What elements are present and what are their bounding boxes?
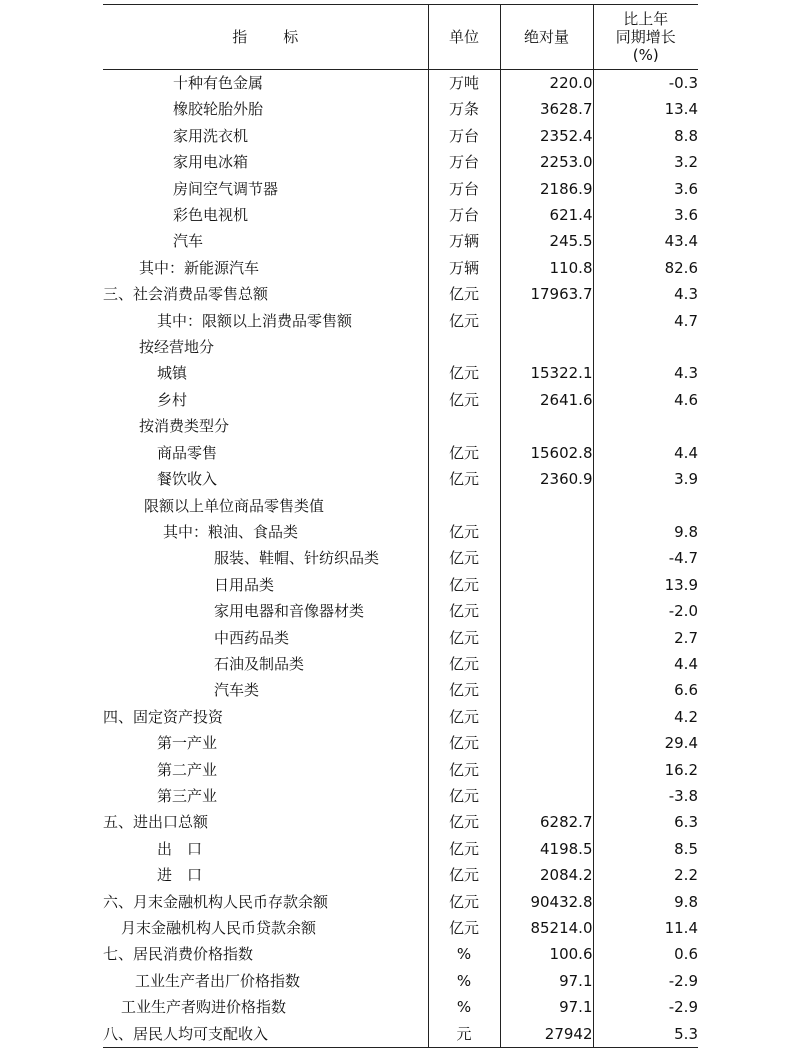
header-growth-line-1: 比上年 [623, 10, 669, 28]
unit-cell [428, 493, 500, 519]
unit-cell: 亿元 [428, 889, 500, 915]
growth-cell: 2.7 [593, 625, 698, 651]
header-growth-line-2: 同期增长 [615, 28, 676, 46]
absolute-value-cell: 245.5 [500, 228, 593, 254]
growth-cell: -2.9 [593, 968, 698, 994]
table-row [103, 413, 698, 439]
unit-cell: 亿元 [428, 704, 500, 730]
indicator-cell: 房间空气调节器 [173, 179, 279, 198]
unit-cell: 亿元 [428, 809, 500, 835]
growth-cell: 8.8 [593, 123, 698, 149]
absolute-value-cell [500, 704, 593, 730]
absolute-value-cell: 15602.8 [500, 440, 593, 466]
indicator-cell: 服装、鞋帽、针纺织品类 [214, 549, 380, 568]
indicator-cell: 家用电冰箱 [173, 153, 249, 172]
indicator-cell: 十种有色金属 [173, 74, 264, 92]
growth-cell: 4.7 [593, 308, 698, 334]
absolute-value-cell [500, 783, 593, 809]
indicator-cell: 城镇 [157, 364, 188, 383]
table-row [103, 994, 698, 1020]
unit-cell: 万台 [428, 176, 500, 202]
indicator-cell: 其中：粮油、食品类 [163, 522, 299, 541]
unit-cell: 亿元 [428, 757, 500, 783]
unit-cell: 亿元 [428, 651, 500, 677]
absolute-value-cell: 4198.5 [500, 836, 593, 862]
absolute-value-cell [500, 493, 593, 519]
absolute-value-cell [500, 308, 593, 334]
table-row [103, 281, 698, 307]
unit-cell: 万台 [428, 202, 500, 228]
absolute-value-cell: 90432.8 [500, 889, 593, 915]
indicator-cell: 日用品类 [214, 575, 275, 594]
absolute-value-cell: 2186.9 [500, 176, 593, 202]
table-row [103, 308, 698, 334]
growth-cell: 9.8 [593, 519, 698, 545]
table-row [103, 625, 698, 651]
table-row [103, 202, 698, 228]
indicator-cell: 汽车 [173, 232, 204, 251]
table-row [103, 915, 698, 941]
absolute-value-cell: 15322.1 [500, 360, 593, 386]
table-row [103, 493, 698, 519]
header-indicator-char-2: 标 [283, 27, 299, 46]
table-row [103, 968, 698, 994]
growth-cell: -4.7 [593, 545, 698, 571]
table-row [103, 836, 698, 862]
growth-cell: 4.4 [593, 651, 698, 677]
table-row [103, 70, 698, 97]
table-row [103, 1021, 698, 1048]
indicator-cell: 工业生产者出厂价格指数 [135, 971, 301, 990]
absolute-value-cell [500, 572, 593, 598]
growth-cell: 4.3 [593, 360, 698, 386]
absolute-value-cell [500, 545, 593, 571]
indicator-cell: 其中：新能源汽车 [139, 258, 260, 277]
unit-cell: 亿元 [428, 440, 500, 466]
table-row [103, 862, 698, 888]
indicator-cell: 五、进出口总额 [103, 813, 209, 832]
growth-cell: 3.2 [593, 149, 698, 175]
header-growth-line-3: (%) [632, 46, 659, 64]
absolute-value-cell: 220.0 [500, 70, 593, 97]
unit-cell: 万条 [428, 96, 500, 122]
growth-cell: 0.6 [593, 941, 698, 967]
indicator-cell: 限额以上单位商品零售类值 [144, 496, 325, 515]
indicator-cell: 家用洗衣机 [173, 126, 249, 145]
growth-cell: -0.3 [593, 70, 698, 97]
absolute-value-cell [500, 625, 593, 651]
absolute-value-cell [500, 757, 593, 783]
unit-cell: 万台 [428, 149, 500, 175]
table-row [103, 598, 698, 624]
unit-cell: 亿元 [428, 836, 500, 862]
growth-cell: 16.2 [593, 757, 698, 783]
table-row [103, 889, 698, 915]
table-row [103, 255, 698, 281]
absolute-value-cell: 85214.0 [500, 915, 593, 941]
unit-cell: 亿元 [428, 281, 500, 307]
statistics-table [103, 4, 698, 1048]
growth-cell: 13.9 [593, 572, 698, 598]
table-row [103, 440, 698, 466]
growth-cell: 43.4 [593, 228, 698, 254]
absolute-value-cell [500, 651, 593, 677]
indicator-cell: 餐饮收入 [157, 470, 218, 489]
absolute-value-cell: 621.4 [500, 202, 593, 228]
unit-cell: 万辆 [428, 255, 500, 281]
growth-cell: 4.3 [593, 281, 698, 307]
growth-cell: 2.2 [593, 862, 698, 888]
header-indicator [103, 5, 428, 70]
growth-cell: -2.0 [593, 598, 698, 624]
unit-cell: % [428, 968, 500, 994]
table-body [103, 70, 698, 1048]
growth-cell: 4.4 [593, 440, 698, 466]
indicator-cell: 工业生产者购进价格指数 [121, 998, 287, 1017]
growth-cell: -3.8 [593, 783, 698, 809]
table-row [103, 809, 698, 835]
indicator-cell: 橡胶轮胎外胎 [173, 100, 264, 119]
unit-cell: % [428, 941, 500, 967]
indicator-cell: 中西药品类 [214, 628, 290, 647]
unit-cell: 亿元 [428, 915, 500, 941]
table-row [103, 149, 698, 175]
header-absolute: 绝对量 [500, 5, 593, 70]
unit-cell: 万吨 [428, 70, 500, 97]
unit-cell: 万辆 [428, 228, 500, 254]
table-row [103, 651, 698, 677]
indicator-cell: 四、固定资产投资 [103, 707, 224, 726]
growth-cell: 82.6 [593, 255, 698, 281]
absolute-value-cell: 2352.4 [500, 123, 593, 149]
absolute-value-cell [500, 334, 593, 360]
absolute-value-cell: 110.8 [500, 255, 593, 281]
unit-cell: 亿元 [428, 466, 500, 492]
table-row [103, 730, 698, 756]
indicator-cell: 六、月末金融机构人民币存款余额 [103, 892, 329, 911]
table-row [103, 572, 698, 598]
growth-cell: 9.8 [593, 889, 698, 915]
indicator-cell: 出 口 [157, 839, 203, 858]
unit-cell: 万台 [428, 123, 500, 149]
indicator-cell: 进 口 [157, 866, 203, 885]
absolute-value-cell [500, 519, 593, 545]
indicator-cell: 按经营地分 [139, 338, 215, 357]
indicator-cell: 商品零售 [157, 443, 218, 462]
unit-cell [428, 413, 500, 439]
table-row [103, 360, 698, 386]
table-row [103, 519, 698, 545]
growth-cell: -2.9 [593, 994, 698, 1020]
absolute-value-cell: 3628.7 [500, 96, 593, 122]
table-row [103, 941, 698, 967]
growth-cell: 6.3 [593, 809, 698, 835]
header-indicator-char-1: 指 [232, 27, 248, 46]
table-row [103, 783, 698, 809]
unit-cell: 亿元 [428, 862, 500, 888]
indicator-cell: 乡村 [157, 390, 188, 409]
growth-cell: 11.4 [593, 915, 698, 941]
unit-cell: 亿元 [428, 783, 500, 809]
table-row [103, 387, 698, 413]
indicator-cell: 第二产业 [157, 760, 218, 779]
indicator-cell: 汽车类 [214, 681, 260, 700]
unit-cell: 亿元 [428, 545, 500, 571]
indicator-cell: 彩色电视机 [173, 206, 249, 225]
growth-cell: 8.5 [593, 836, 698, 862]
indicator-cell: 月末金融机构人民币贷款余额 [121, 919, 317, 937]
absolute-value-cell [500, 730, 593, 756]
unit-cell: 亿元 [428, 519, 500, 545]
unit-cell [428, 334, 500, 360]
header-growth [593, 5, 698, 70]
unit-cell: 亿元 [428, 677, 500, 703]
growth-cell [593, 413, 698, 439]
absolute-value-cell: 17963.7 [500, 281, 593, 307]
unit-cell: 亿元 [428, 360, 500, 386]
growth-cell: 6.6 [593, 677, 698, 703]
indicator-cell: 第三产业 [157, 786, 218, 805]
table-row [103, 123, 698, 149]
absolute-value-cell [500, 677, 593, 703]
unit-cell: 亿元 [428, 572, 500, 598]
table-row [103, 96, 698, 122]
indicator-cell: 家用电器和音像器材类 [214, 602, 365, 621]
growth-cell: 3.9 [593, 466, 698, 492]
table-row [103, 228, 698, 254]
growth-cell: 4.2 [593, 704, 698, 730]
table-row [103, 677, 698, 703]
growth-cell: 3.6 [593, 202, 698, 228]
indicator-cell: 七、居民消费价格指数 [103, 945, 254, 964]
unit-cell: 亿元 [428, 598, 500, 624]
absolute-value-cell: 2641.6 [500, 387, 593, 413]
unit-cell: % [428, 994, 500, 1020]
table-row [103, 704, 698, 730]
absolute-value-cell: 6282.7 [500, 809, 593, 835]
growth-cell: 5.3 [593, 1021, 698, 1048]
indicator-cell: 其中：限额以上消费品零售额 [157, 311, 353, 330]
absolute-value-cell: 2084.2 [500, 862, 593, 888]
growth-cell: 3.6 [593, 176, 698, 202]
table-row [103, 466, 698, 492]
absolute-value-cell: 97.1 [500, 994, 593, 1020]
header-unit: 单位 [428, 5, 500, 70]
indicator-cell: 八、居民人均可支配收入 [103, 1021, 428, 1048]
table-header [103, 5, 698, 70]
table-row [103, 545, 698, 571]
table-row [103, 757, 698, 783]
unit-cell: 亿元 [428, 308, 500, 334]
growth-cell: 13.4 [593, 96, 698, 122]
absolute-value-cell [500, 598, 593, 624]
indicator-cell: 按消费类型分 [139, 417, 230, 436]
absolute-value-cell: 2360.9 [500, 466, 593, 492]
absolute-value-cell [500, 413, 593, 439]
absolute-value-cell: 2253.0 [500, 149, 593, 175]
unit-cell: 亿元 [428, 387, 500, 413]
indicator-cell: 三、社会消费品零售总额 [103, 285, 269, 304]
growth-cell [593, 493, 698, 519]
growth-cell [593, 334, 698, 360]
unit-cell: 亿元 [428, 730, 500, 756]
growth-cell: 4.6 [593, 387, 698, 413]
indicator-cell: 石油及制品类 [214, 654, 305, 673]
table-row [103, 334, 698, 360]
growth-cell: 29.4 [593, 730, 698, 756]
absolute-value-cell: 27942 [500, 1021, 593, 1048]
absolute-value-cell: 97.1 [500, 968, 593, 994]
table-row [103, 176, 698, 202]
absolute-value-cell: 100.6 [500, 941, 593, 967]
unit-cell: 元 [428, 1021, 500, 1048]
indicator-cell: 第一产业 [157, 734, 218, 753]
unit-cell: 亿元 [428, 625, 500, 651]
